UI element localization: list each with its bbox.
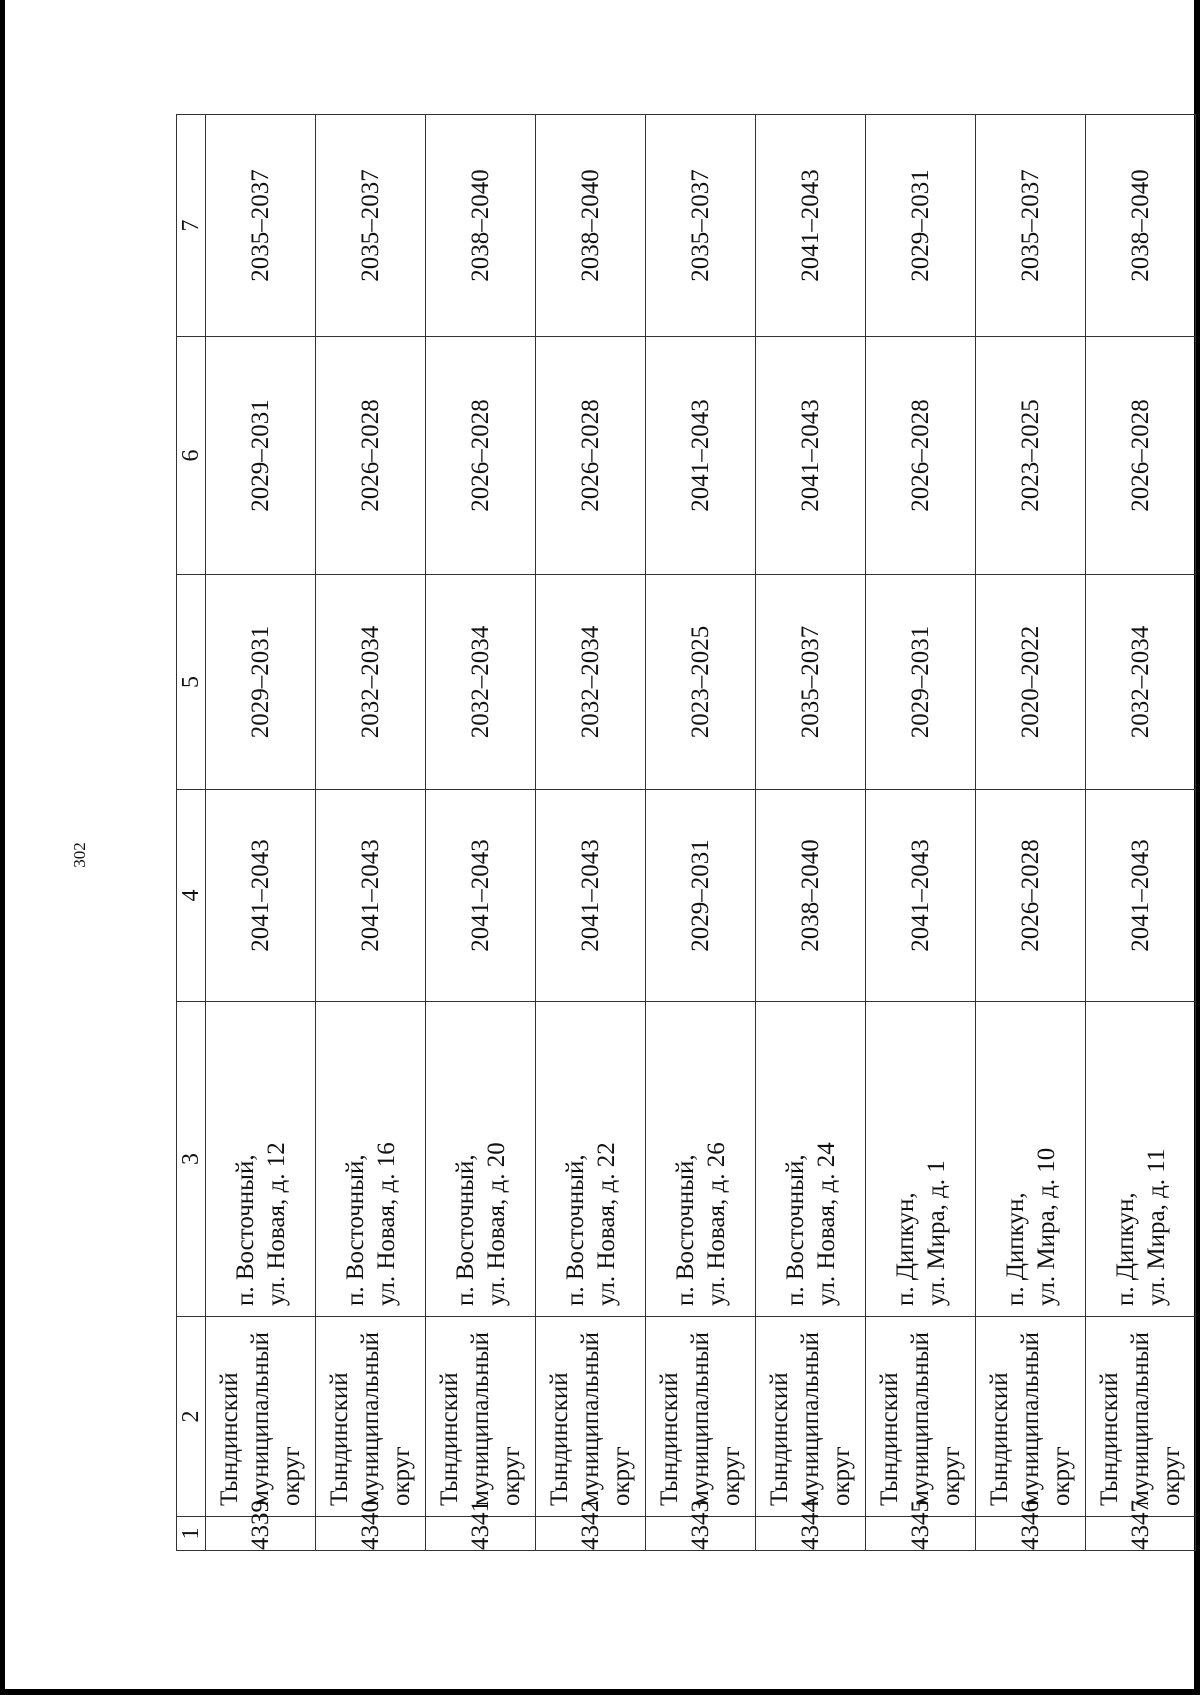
year-range-cell: 2026–2028	[316, 337, 426, 575]
year-range-cell: 2026–2028	[426, 337, 536, 575]
table-header-row	[177, 115, 206, 1551]
address-line: п. Дипкун,	[1111, 1192, 1139, 1306]
row-number-cell: 4347	[1086, 1517, 1196, 1551]
rotated-table-container	[176, 115, 1196, 1551]
year-range-cell: 2041–2043	[866, 790, 976, 1002]
district-cell	[426, 1317, 536, 1517]
district-line: муниципальный	[1127, 1332, 1154, 1506]
address-cell	[646, 1002, 756, 1317]
address-line: п. Восточный,	[451, 1154, 479, 1306]
year-range-cell: 2038–2040	[756, 790, 866, 1002]
year-range-cell: 2029–2031	[866, 575, 976, 790]
district-line: округ	[1048, 1446, 1075, 1506]
page-number: 302	[70, 842, 89, 868]
year-range-cell: 2035–2037	[206, 115, 316, 337]
district-line: Тындинский	[436, 1372, 463, 1506]
year-range-cell: 2041–2043	[536, 790, 646, 1002]
year-range-cell: 2041–2043	[426, 790, 536, 1002]
year-range-cell: 2035–2037	[316, 115, 426, 337]
address-line: ул. Новая, д. 26	[702, 1142, 730, 1306]
address-line: ул. Новая, д. 24	[812, 1142, 840, 1306]
table-row	[646, 115, 756, 1551]
year-range-cell: 2029–2031	[206, 337, 316, 575]
row-number-cell: 4344	[756, 1517, 866, 1551]
year-range-cell: 2029–2031	[866, 115, 976, 337]
year-range-cell: 2023–2025	[976, 337, 1086, 575]
year-range-cell: 2038–2040	[426, 115, 536, 337]
address-line: п. Дипкун,	[1001, 1192, 1029, 1306]
year-range-cell: 2035–2037	[756, 575, 866, 790]
table-row	[536, 115, 646, 1551]
district-line: округ	[718, 1446, 745, 1506]
year-range-cell: 2041–2043	[756, 337, 866, 575]
table-body	[206, 115, 1196, 1551]
year-range-cell: 2038–2040	[536, 115, 646, 337]
year-range-cell: 2032–2034	[316, 575, 426, 790]
district-line: округ	[278, 1446, 305, 1506]
address-cell	[536, 1002, 646, 1317]
district-line: округ	[828, 1446, 855, 1506]
row-number-cell: 4341	[426, 1517, 536, 1551]
table-row	[426, 115, 536, 1551]
table-row	[976, 115, 1086, 1551]
year-range-cell: 2041–2043	[1086, 790, 1196, 1002]
table-row	[206, 115, 316, 1551]
district-line: Тындинский	[216, 1372, 243, 1506]
row-number-cell: 4342	[536, 1517, 646, 1551]
year-range-cell: 2041–2043	[206, 790, 316, 1002]
row-number-cell: 4346	[976, 1517, 1086, 1551]
column-header: 2	[177, 1317, 206, 1517]
address-line: п. Восточный,	[781, 1154, 809, 1306]
year-range-cell: 2035–2037	[646, 115, 756, 337]
district-cell	[316, 1317, 426, 1517]
address-cell	[426, 1002, 536, 1317]
district-line: Тындинский	[546, 1372, 573, 1506]
address-cell	[316, 1002, 426, 1317]
housing-schedule-table	[176, 114, 1196, 1551]
district-line: Тындинский	[986, 1372, 1013, 1506]
row-number-cell: 4340	[316, 1517, 426, 1551]
year-range-cell: 2032–2034	[426, 575, 536, 790]
district-line: округ	[498, 1446, 525, 1506]
address-line: п. Восточный,	[561, 1154, 589, 1306]
address-line: ул. Мира, д. 11	[1142, 1148, 1170, 1306]
column-header: 7	[177, 115, 206, 337]
year-range-cell: 2035–2037	[976, 115, 1086, 337]
row-number-cell: 4339	[206, 1517, 316, 1551]
district-line: округ	[1158, 1446, 1185, 1506]
district-cell	[536, 1317, 646, 1517]
address-line: ул. Мира, д. 1	[922, 1160, 950, 1306]
district-line: Тындинский	[326, 1372, 353, 1506]
district-line: муниципальный	[467, 1332, 494, 1506]
district-line: Тындинский	[656, 1372, 683, 1506]
district-line: муниципальный	[247, 1332, 274, 1506]
year-range-cell: 2026–2028	[866, 337, 976, 575]
address-cell	[976, 1002, 1086, 1317]
year-range-cell: 2032–2034	[536, 575, 646, 790]
year-range-cell: 2038–2040	[1086, 115, 1196, 337]
year-range-cell: 2029–2031	[646, 790, 756, 1002]
district-cell	[976, 1317, 1086, 1517]
district-line: Тындинский	[876, 1372, 903, 1506]
address-line: п. Восточный,	[341, 1154, 369, 1306]
address-cell	[206, 1002, 316, 1317]
column-header: 1	[177, 1517, 206, 1551]
year-range-cell: 2041–2043	[756, 115, 866, 337]
column-header: 4	[177, 790, 206, 1002]
district-cell	[646, 1317, 756, 1517]
year-range-cell: 2026–2028	[1086, 337, 1196, 575]
district-line: округ	[608, 1446, 635, 1506]
year-range-cell: 2029–2031	[206, 575, 316, 790]
column-header: 6	[177, 337, 206, 575]
row-number-cell: 4345	[866, 1517, 976, 1551]
address-line: ул. Новая, д. 20	[482, 1142, 510, 1306]
year-range-cell: 2041–2043	[316, 790, 426, 1002]
address-line: п. Восточный,	[231, 1154, 259, 1306]
column-header: 3	[177, 1002, 206, 1317]
year-range-cell: 2032–2034	[1086, 575, 1196, 790]
year-range-cell: 2020–2022	[976, 575, 1086, 790]
district-line: Тындинский	[766, 1372, 793, 1506]
table-row	[316, 115, 426, 1551]
district-line: муниципальный	[577, 1332, 604, 1506]
address-line: п. Дипкун,	[891, 1192, 919, 1306]
table-row	[756, 115, 866, 1551]
year-range-cell: 2041–2043	[646, 337, 756, 575]
address-cell	[756, 1002, 866, 1317]
address-line: ул. Новая, д. 22	[592, 1142, 620, 1306]
page-frame-bottom	[0, 1689, 1200, 1695]
district-cell	[756, 1317, 866, 1517]
page-frame-left	[0, 0, 5, 1695]
address-line: ул. Новая, д. 16	[372, 1142, 400, 1306]
address-line: ул. Новая, д. 12	[262, 1142, 290, 1306]
district-line: муниципальный	[357, 1332, 384, 1506]
row-number-cell: 4343	[646, 1517, 756, 1551]
district-line: муниципальный	[797, 1332, 824, 1506]
year-range-cell: 2026–2028	[976, 790, 1086, 1002]
address-line: п. Восточный,	[671, 1154, 699, 1306]
year-range-cell: 2026–2028	[536, 337, 646, 575]
district-cell	[866, 1317, 976, 1517]
district-line: муниципальный	[1017, 1332, 1044, 1506]
district-cell	[206, 1317, 316, 1517]
district-line: Тындинский	[1096, 1372, 1123, 1506]
column-header: 5	[177, 575, 206, 790]
address-line: ул. Мира, д. 10	[1032, 1147, 1060, 1306]
table-row	[1086, 115, 1196, 1551]
district-line: округ	[938, 1446, 965, 1506]
district-line: муниципальный	[687, 1332, 714, 1506]
district-line: муниципальный	[907, 1332, 934, 1506]
year-range-cell: 2023–2025	[646, 575, 756, 790]
table-row	[866, 115, 976, 1551]
district-line: округ	[388, 1446, 415, 1506]
address-cell	[866, 1002, 976, 1317]
address-cell	[1086, 1002, 1196, 1317]
district-cell	[1086, 1317, 1196, 1517]
